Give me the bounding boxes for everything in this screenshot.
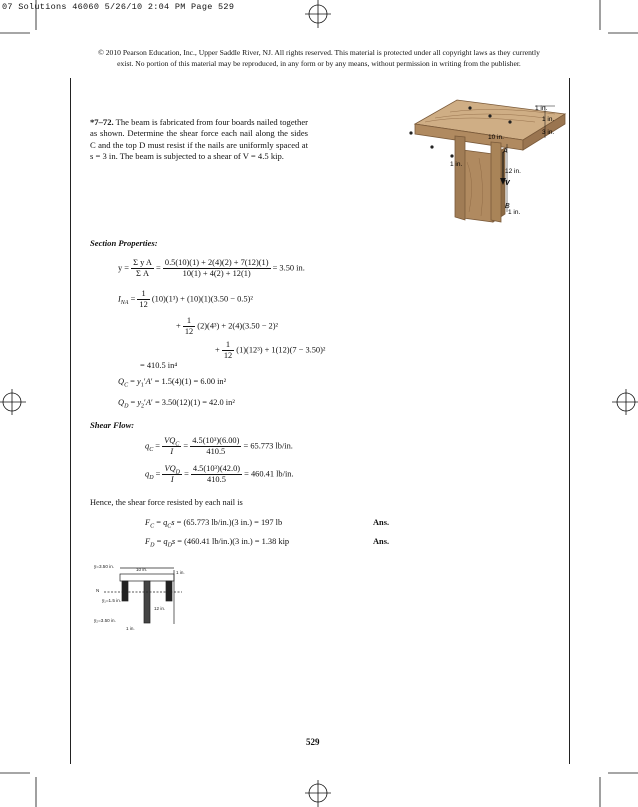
qd-flow-equation: $q_D$ = $\frac{VQ_D}{I}$ = $\frac{\text{4.5(10³)(42.0)}}{410.5}$ = 460.41 lb/in. — [145, 464, 294, 484]
twelfth-num: 1 — [183, 316, 195, 327]
sketch-top-board — [120, 574, 174, 581]
sketch-label-y1: ȳ₁=1.5 in. — [102, 598, 122, 603]
qd-flow-numerator: 4.5(10³)(42.0) — [192, 464, 241, 473]
i-symbol: I — [170, 475, 174, 484]
fd-equation: $F_D = q_Ds = (460.41$ lb/in.)(3 in.) = 1.38 kip — [145, 537, 290, 549]
dim-label: 3 in. — [542, 129, 555, 136]
fd-value: = (460.41 lb/in.)(3 in.) = 1.38 kip — [177, 537, 290, 546]
nail-head — [430, 145, 433, 148]
ybar-num-lhs: Σ y A — [133, 258, 152, 267]
twelfth-num: 1 — [222, 340, 234, 351]
ina-line-3: + $\frac{1}{12}$ (1)(12³) + 1(12)(7 − 3.50)² — [215, 340, 326, 360]
side-board-right — [491, 142, 501, 222]
qd-flow-denominator: 410.5 — [207, 475, 226, 484]
qc-flow-numerator: 4.5(10³)(6.00) — [192, 436, 240, 445]
sketch-label-side: 1 in. — [176, 570, 185, 575]
fc-equation: $F_C = q_Cs = (65.773$ lb/in.)(3 in.) = 197 lb — [145, 518, 283, 530]
answer-label: Ans. — [373, 537, 390, 546]
twelfth-den: 12 — [184, 327, 194, 336]
dim-label: 1 in. — [508, 209, 521, 216]
vq-symbol: VQ — [164, 436, 176, 445]
nail-head — [488, 114, 491, 117]
qc-flow-equation: $q_C$ = $\frac{VQ_C}{I}$ = $\frac{\text{4.5(10³)(6.00)}}{410.5}$ = 65.773 lb/in. — [145, 436, 293, 456]
beam-figure — [395, 92, 570, 240]
nail-head — [409, 131, 412, 134]
sketch-right-board — [166, 581, 172, 601]
sketch-label-width: 10 in. — [136, 567, 148, 572]
crosshair-bottom — [305, 780, 331, 807]
problem-number: *7–72. — [90, 117, 114, 127]
side-board-left — [455, 136, 465, 220]
twelfth-den: 12 — [223, 351, 233, 360]
ybar-result: = 3.50 in. — [272, 263, 305, 273]
twelfth-den: 12 — [139, 300, 148, 309]
ybar-den-lhs: Σ A — [136, 269, 150, 278]
problem-statement — [90, 117, 308, 163]
copyright-line-2: exist. No portion of this material may be reproduced, in any form or by any means, without permission in writing from the publisher. — [117, 58, 521, 68]
qd-flow-result: = 460.41 lb/in. — [244, 469, 294, 479]
ina-subscript: NA — [120, 300, 129, 307]
ina-symbol: I — [118, 294, 121, 304]
nail-head — [508, 120, 511, 123]
sketch-label-height: 12 in. — [154, 606, 166, 611]
sketch-left-board — [122, 581, 128, 601]
section-properties-heading: Section Properties: — [90, 238, 158, 248]
crosshair-right — [612, 389, 638, 415]
vq-symbol: VQ — [164, 464, 176, 473]
fc-value: = (65.773 lb/in.)(3 in.) = 197 lb — [176, 518, 283, 527]
point-label-a: A — [503, 148, 508, 155]
shear-flow-heading: Shear Flow: — [90, 420, 135, 430]
dim-label: 1 in. — [450, 161, 463, 168]
ina-line-1: $I_{NA}$ = $\frac{1}{12}$ (10)(1³) + (10)(1)(3.50 − 0.5)² — [118, 289, 253, 309]
web-board-front — [463, 150, 493, 222]
sketch-label-ybar: ȳ=3.50 in. — [94, 564, 115, 569]
page-number: 529 — [306, 737, 320, 747]
nail-head — [468, 106, 471, 109]
sketch-web-board — [144, 581, 150, 623]
copyright-notice — [88, 48, 550, 69]
cross-section-sketch — [92, 562, 192, 634]
dim-label: 1 in. — [542, 116, 555, 123]
problem-text: The beam is fabricated from four boards nailed together as shown. Determine the shear force each nail along the sides C and the top D must resist if the nails are uniformly spaced at s = 3 in. The beam is subjected to a shear of V = 4.5 kip. — [90, 117, 308, 162]
dim-label: 12 in. — [505, 168, 521, 175]
dim-label: 10 in. — [488, 134, 504, 141]
sketch-label-na: N — [96, 588, 100, 593]
point-label-b: B — [505, 203, 510, 210]
print-slug: 07 Solutions 46060 5/26/10 2:04 PM Page 529 — [2, 2, 235, 12]
answer-label: Ans. — [373, 518, 390, 527]
ybar-lhs: y = — [118, 263, 130, 273]
hence-text: Hence, the shear force resisted by each nail is — [90, 498, 243, 507]
twelfth-num: 1 — [137, 289, 149, 300]
nail-head — [450, 154, 453, 157]
qc-equation: $Q_C = y_1'A' = 1.5(4)(1) = 6.00$ in² — [118, 377, 227, 389]
qd-value: = 3.50(12)(1) = 42.0 in² — [154, 398, 235, 407]
ybar-equation: y = $\frac{\text{Σ y A}}{\text{Σ A}}$ = $\frac{0.5(10)(1) + 2(4)(2) + 7(12)(1)}{10(1) + 4(2) + 12(1)}$ = 3.50 in. — [118, 258, 305, 278]
ybar-denominator: 10(1) + 4(2) + 12(1) — [182, 269, 251, 278]
qc-flow-denominator: 410.5 — [206, 447, 226, 456]
ina-term-1: (10)(1³) + (10)(1)(3.50 − 0.5)² — [151, 294, 253, 304]
qc-value: = 1.5(4)(1) = 6.00 in² — [154, 377, 227, 386]
sketch-label-y2: ȳ₂=3.50 in. — [94, 618, 116, 623]
dim-label: 1 in. — [535, 105, 548, 112]
ina-term-2: (2)(4³) + 2(4)(3.50 − 2)² — [197, 321, 279, 331]
qd-equation: $Q_D = y_2'A' = 3.50(12)(1) = 42.0$ in² — [118, 398, 235, 410]
sketch-label-one: 1 in. — [126, 626, 135, 631]
ybar-numerator: 0.5(10)(1) + 2(4)(2) + 7(12)(1) — [164, 258, 269, 267]
ina-result: = 410.5 in⁴ — [140, 361, 178, 370]
i-symbol: I — [170, 447, 174, 456]
crosshair-top — [305, 0, 331, 28]
ina-line-2: + $\frac{1}{12}$ (2)(4³) + 2(4)(3.50 − 2)² — [176, 316, 279, 336]
qc-flow-result: = 65.773 lb/in. — [243, 441, 293, 451]
ina-term-3: (1)(12³) + 1(12)(7 − 3.50)² — [236, 345, 326, 355]
copyright-line-1: © 2010 Pearson Education, Inc., Upper Saddle River, NJ. All rights reserved. This material is protected under all copyright laws as they currently — [98, 48, 540, 57]
crosshair-left — [0, 389, 26, 415]
shear-label: V — [505, 180, 510, 187]
